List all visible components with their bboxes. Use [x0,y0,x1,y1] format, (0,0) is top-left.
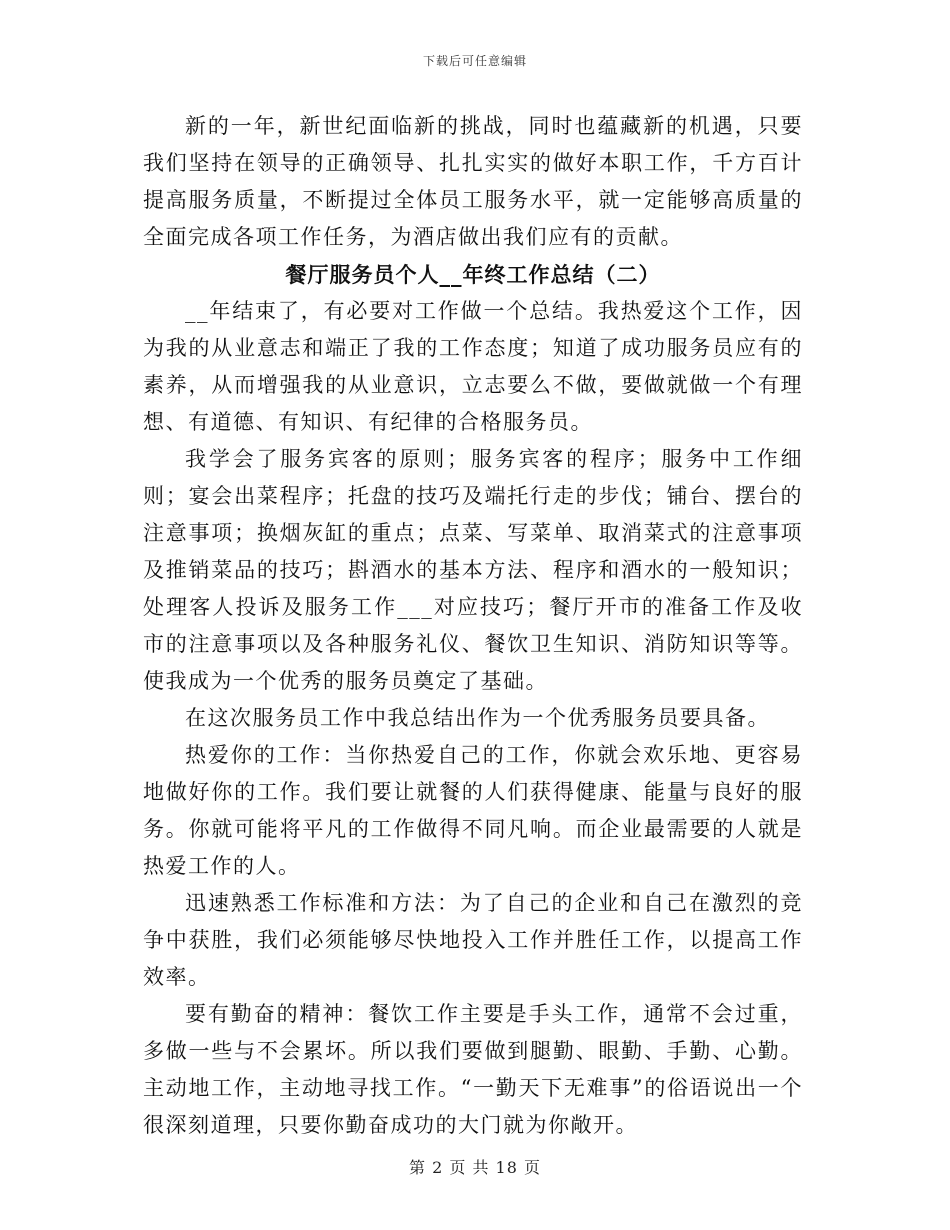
intro-paragraph: 新的一年，新世纪面临新的挑战，同时也蕴藏新的机遇，只要我们坚持在领导的正确领导、扎扎实实的做好本职工作，千方百计提高服务质量，不断提过全体员工服务水平，就一定能够高质量的全面完成各项工作任务，为酒店做出我们应有的贡献。 [143,114,803,249]
paragraph-3: 在这次服务员工作中我总结出作为一个优秀服务员要具备。 [185,706,770,730]
paragraph-1: __年结束了，有必要对工作做一个总结。我热爱这个工作，因为我的从业意志和端正了我的工作态度；知道了成功服务员应有的素养，从而增强我的从业意识，立志要么不做，要做就做一个有理想、有道德、有知识、有纪律的合格服务员。 [143,299,803,434]
document-body [143,108,803,1144]
paragraph-5: 迅速熟悉工作标准和方法：为了自己的企业和自己在激烈的竞争中获胜，我们必须能够尽快地投入工作并胜任工作，以提高工作效率。 [143,891,803,989]
section-title: 餐厅服务员个人__年终工作总结（二） [285,262,661,287]
paragraph-6: 要有勤奋的精神：餐饮工作主要是手头工作，通常不会过重，多做一些与不会累坏。所以我们要做到腿勤、眼勤、手勤、心勤。主动地工作，主动地寻找工作。“一勤天下无难事”的俗语说出一个很深刻道理，只要你勤奋成功的大门就为你敞开。 [143,1002,803,1137]
header-note: 下载后可任意编辑 [422,54,527,68]
page-number: 第 2 页 共 18 页 [409,1158,541,1177]
paragraph-2: 我学会了服务宾客的原则；服务宾客的程序；服务中工作细则；宴会出菜程序；托盘的技巧及端托行走的步伐；铺台、摆台的注意事项；换烟灰缸的重点；点菜、写菜单、取消菜式的注意事项及推销菜品的技巧；斟酒水的基本方法、程序和酒水的一般知识；处理客人投诉及服务工作___对应技巧；餐厅开市的准备工作及收市的注意事项以及各种服务礼仪、餐饮卫生知识、消防知识等等。使我成为一个优秀的服务员奠定了基础。 [143,447,803,693]
paragraph-4: 热爱你的工作：当你热爱自己的工作，你就会欢乐地、更容易地做好你的工作。我们要让就餐的人们获得健康、能量与良好的服务。你就可能将平凡的工作做得不同凡响。而企业最需要的人就是热爱工作的人。 [143,743,803,878]
